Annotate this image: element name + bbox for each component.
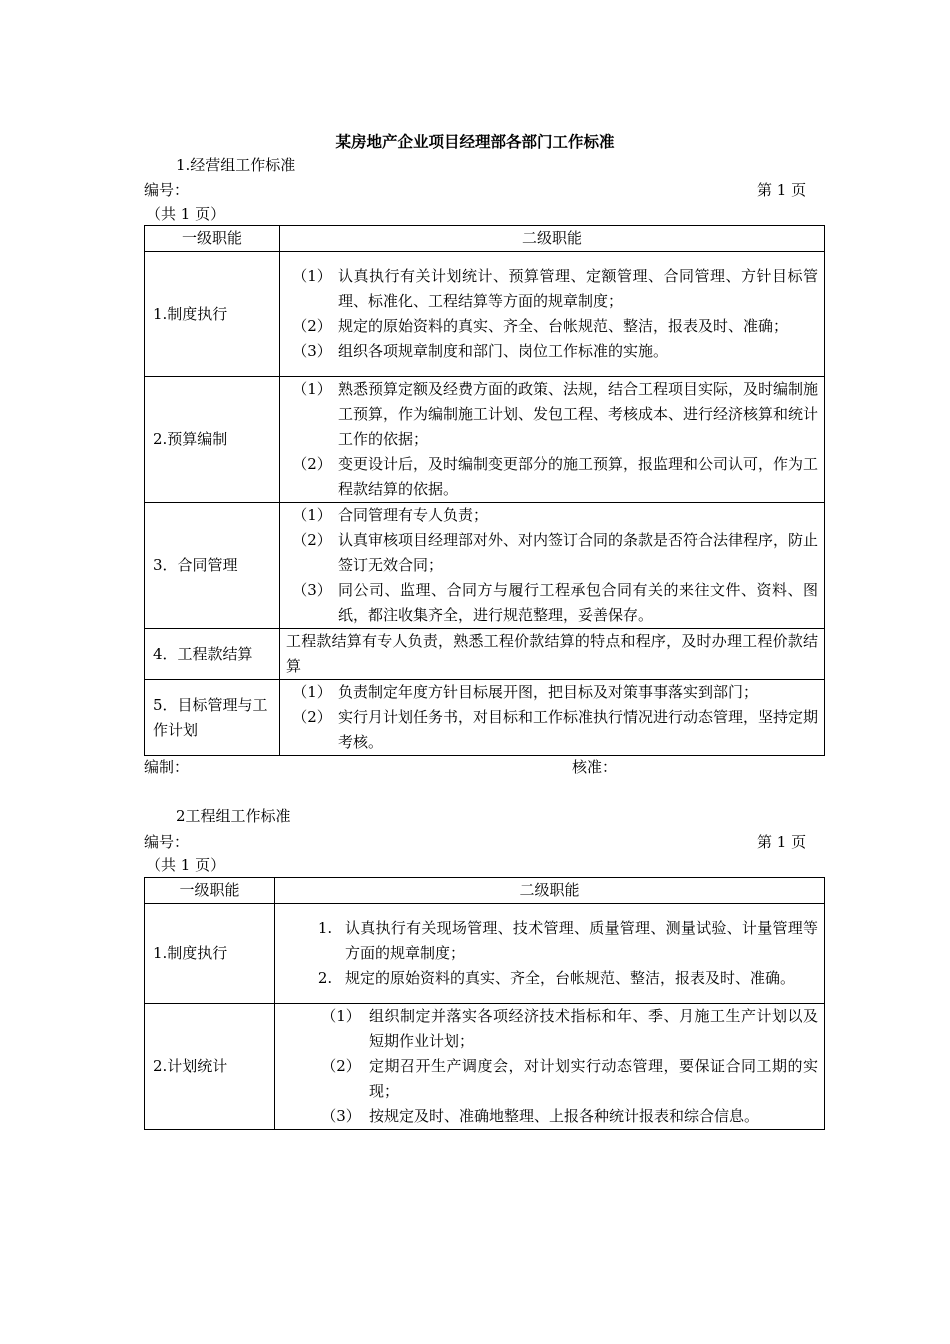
- row-content: [280, 377, 825, 503]
- row-label: 5．目标管理与工作计划: [145, 680, 280, 756]
- col2-header: 二级职能: [275, 878, 825, 904]
- prepared-by-label: 编制：: [144, 758, 190, 776]
- row-content: [280, 503, 825, 629]
- section2-number-label: 编号：: [144, 833, 190, 851]
- col2-header: 二级职能: [280, 226, 825, 252]
- table-header-row: [145, 226, 825, 252]
- table-row: [145, 377, 825, 503]
- list-item: （3） 按规定及时、准确地整理、上报各种统计报表和综合信息。: [321, 1107, 760, 1125]
- section1-table: [144, 225, 825, 756]
- row-label: 4．工程款结算: [145, 629, 280, 680]
- list-item: （1） 负责制定年度方针目标展开图，把目标及对策事事落实到部门；: [292, 683, 759, 701]
- list-item: （2） 实行月计划任务书，对目标和工作标准执行情况进行动态管理，坚持定期考核。: [292, 708, 819, 751]
- table-row: [145, 904, 825, 1004]
- list-item: （3） 组织各项规章制度和部门、岗位工作标准的实施。: [292, 342, 669, 360]
- list-item: （1） 熟悉预算定额及经费方面的政策、法规，结合工程项目实际，及时编制施工预算，作为编制施工计划、发包工程、考核成本、进行经济核算和统计工作的依据；: [292, 380, 819, 448]
- list-item: 1. 认真执行有关现场管理、技术管理、质量管理、测量试验、计量管理等方面的规章制度；: [317, 919, 818, 962]
- table-header-row: [145, 878, 825, 904]
- table-row: [145, 680, 825, 756]
- section2-total-label: （共 1 页）: [146, 856, 226, 874]
- table-row: [145, 252, 825, 377]
- row-content: [275, 1004, 825, 1130]
- row-content: [280, 252, 825, 377]
- list-item: （3） 同公司、监理、合同方与履行工程承包合同有关的来往文件、资料、图纸，都注收集齐全，进行规范整理，妥善保存。: [292, 581, 818, 624]
- section2-heading: 2工程组工作标准: [176, 807, 291, 825]
- document-title: 某房地产企业项目经理部各部门工作标准: [335, 132, 615, 151]
- row-label: 2.预算编制: [145, 377, 280, 503]
- list-item: （1） 合同管理有专人负责；: [292, 506, 489, 524]
- table-row: [145, 503, 825, 629]
- list-item: （2） 规定的原始资料的真实、齐全、台帐规范、整洁，报表及时、准确；: [292, 317, 789, 335]
- section2-page-label: 第 1 页: [757, 833, 807, 851]
- table-row: [145, 1004, 825, 1130]
- row-content: [280, 680, 825, 756]
- section1-total-label: （共 1 页）: [146, 205, 226, 223]
- list-item: 2. 规定的原始资料的真实、齐全，台帐规范、整洁，报表及时、准确。: [317, 969, 796, 987]
- section2-table: [144, 877, 825, 1130]
- list-item: （2） 定期召开生产调度会，对计划实行动态管理，要保证合同工期的实现；: [321, 1057, 818, 1100]
- list-item: （2） 认真审核项目经理部对外、对内签订合同的条款是否符合法律程序，防止签订无效合同；: [292, 531, 819, 574]
- row-content: 工程款结算有专人负责，熟悉工程价款结算的特点和程序，及时办理工程价款结算: [280, 629, 825, 680]
- section1-heading: 1.经营组工作标准: [176, 156, 296, 174]
- col1-header: 一级职能: [145, 878, 275, 904]
- list-item: （1） 组织制定并落实各项经济技术指标和年、季、月施工生产计划以及短期作业计划；: [321, 1007, 818, 1050]
- section1-page-label: 第 1 页: [757, 181, 807, 199]
- approved-by-label: 核准：: [572, 758, 618, 776]
- col1-header: 一级职能: [145, 226, 280, 252]
- list-item: （1） 认真执行有关计划统计、预算管理、定额管理、合同管理、方针目标管理、标准化、工程结算等方面的规章制度；: [292, 267, 818, 310]
- row-label: 1.制度执行: [145, 904, 275, 1004]
- section1-number-label: 编号：: [144, 181, 190, 199]
- list-item: （2） 变更设计后，及时编制变更部分的施工预算，报监理和公司认可，作为工程款结算的依据。: [292, 455, 819, 498]
- row-label: 1.制度执行: [145, 252, 280, 377]
- table-row: [145, 629, 825, 680]
- row-label: 3．合同管理: [145, 503, 280, 629]
- row-label: 2.计划统计: [145, 1004, 275, 1130]
- row-content: [275, 904, 825, 1004]
